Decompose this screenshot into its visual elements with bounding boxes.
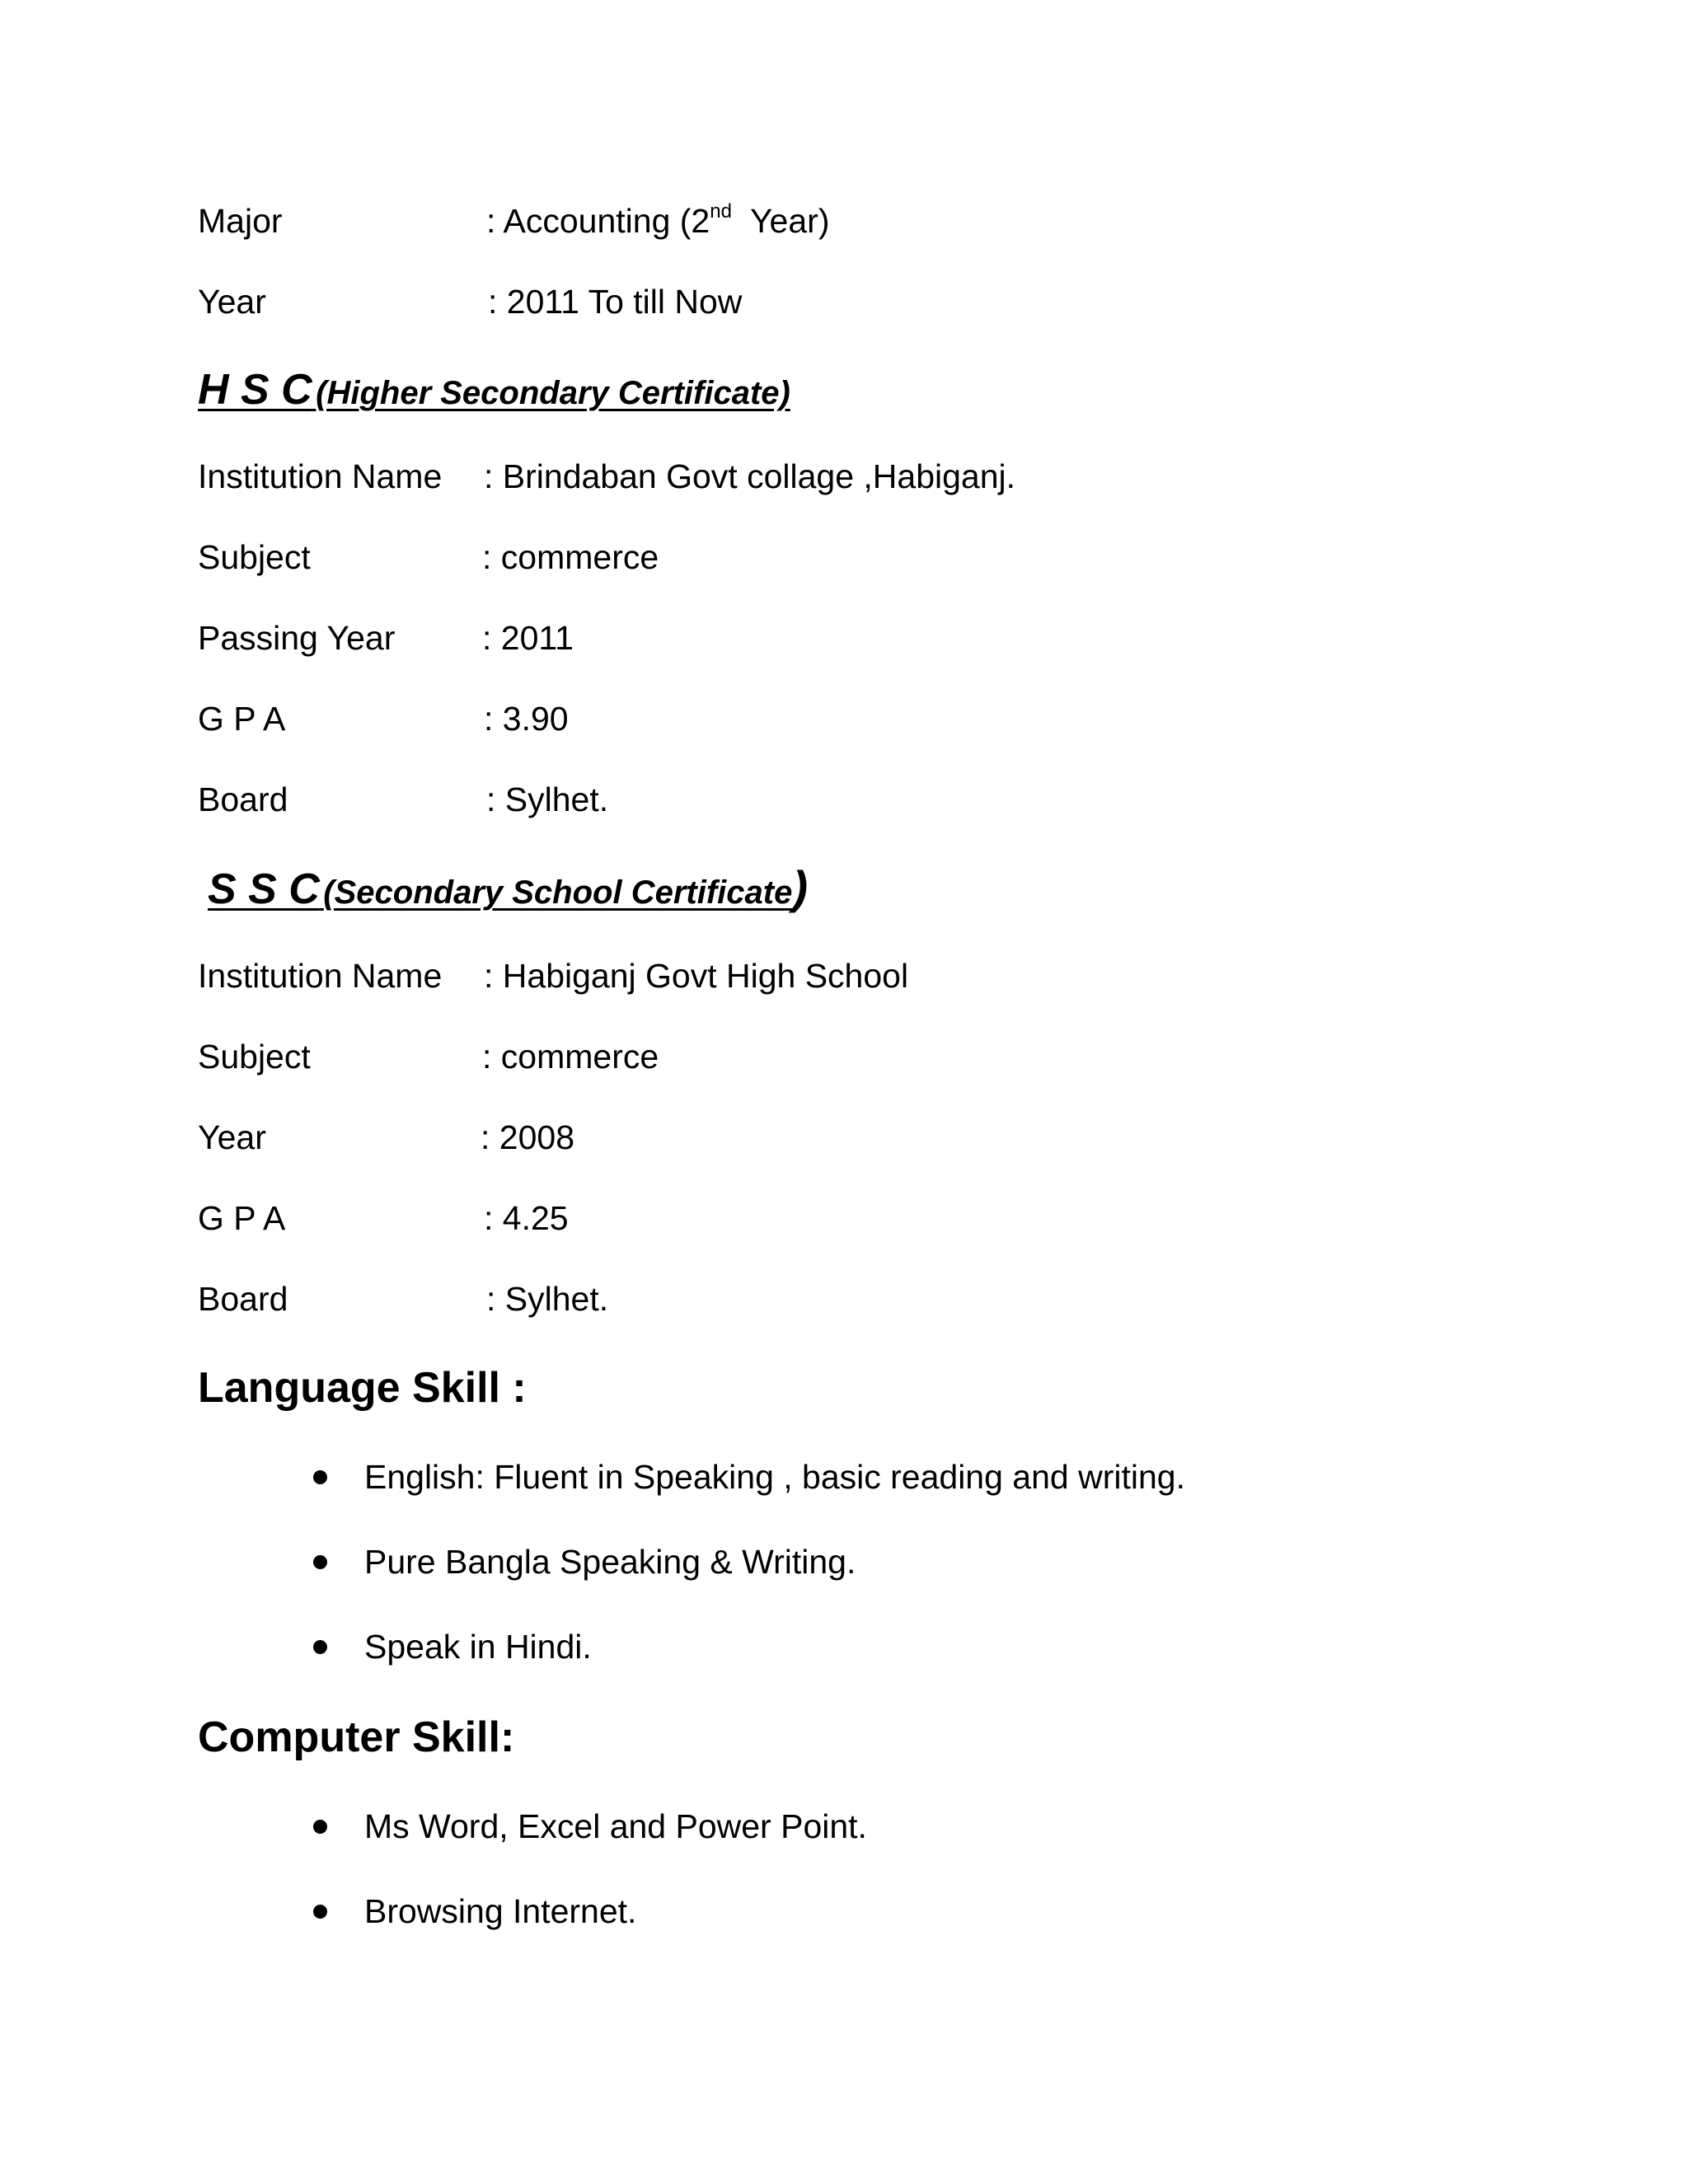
degree-year-value: : 2011 To till Now xyxy=(488,283,743,321)
computer-skill-heading: Computer Skill: xyxy=(198,1713,515,1761)
ssc-heading-close: ) xyxy=(792,861,808,913)
computer-skill-item: Ms Word, Excel and Power Point. xyxy=(364,1807,867,1845)
hsc-subject-label: Subject xyxy=(198,538,311,576)
major-value-suffix: Year) xyxy=(731,202,830,240)
computer-skill-list xyxy=(313,1802,867,1971)
ssc-gpa-label: G P A xyxy=(198,1199,286,1237)
hsc-heading xyxy=(198,361,790,419)
bullet-icon xyxy=(313,1820,327,1834)
bullet-icon xyxy=(313,1640,327,1654)
bullet-icon xyxy=(313,1555,327,1569)
ssc-board-label: Board xyxy=(198,1280,288,1318)
language-skill-heading: Language Skill : xyxy=(198,1364,527,1412)
bullet-icon xyxy=(313,1905,327,1919)
hsc-passing-year-value: : 2011 xyxy=(482,619,574,657)
hsc-passing-year-label: Passing Year xyxy=(198,619,396,657)
ssc-board-value: : Sylhet. xyxy=(486,1280,609,1318)
list-item xyxy=(313,1802,867,1886)
ssc-gpa-value: : 4.25 xyxy=(484,1199,569,1237)
hsc-subject-value: : commerce xyxy=(482,538,659,576)
computer-skill-item: Browsing Internet. xyxy=(364,1892,637,1930)
language-skill-list xyxy=(313,1452,1185,1707)
ssc-subject-value: : commerce xyxy=(482,1038,659,1076)
bullet-icon xyxy=(313,1470,327,1484)
ssc-heading-full: (Secondary School Certificate xyxy=(323,874,793,911)
ssc-subject-label: Subject xyxy=(198,1038,311,1076)
ssc-heading xyxy=(208,859,808,916)
ssc-year-value: : 2008 xyxy=(481,1118,574,1156)
hsc-gpa-label: G P A xyxy=(198,700,286,738)
hsc-institution-label: Institution Name xyxy=(198,457,443,495)
major-value-sup: nd xyxy=(710,200,732,223)
hsc-heading-full: (Higher Secondary Certificate) xyxy=(316,375,790,411)
hsc-board-label: Board xyxy=(198,780,288,818)
list-item xyxy=(313,1537,1185,1622)
major-value-prefix: : Accounting (2 xyxy=(486,202,710,240)
hsc-heading-abbr: H S C xyxy=(198,366,312,414)
list-item xyxy=(313,1622,1185,1707)
major-label: Major xyxy=(198,202,283,240)
hsc-gpa-value: : 3.90 xyxy=(484,700,569,738)
major-value xyxy=(486,196,829,246)
language-skill-item: English: Fluent in Speaking , basic reading and writing. xyxy=(364,1458,1185,1496)
ssc-year-label: Year xyxy=(198,1118,266,1156)
list-item xyxy=(313,1886,867,1971)
hsc-board-value: : Sylhet. xyxy=(486,780,609,818)
ssc-heading-abbr: S S C xyxy=(208,865,320,913)
hsc-institution-value: : Brindaban Govt collage ,Habiganj. xyxy=(484,457,1016,495)
ssc-institution-value: : Habiganj Govt High School xyxy=(484,957,909,995)
ssc-institution-label: Institution Name xyxy=(198,957,443,995)
language-skill-item: Speak in Hindi. xyxy=(364,1628,592,1666)
list-item xyxy=(313,1452,1185,1537)
language-skill-item: Pure Bangla Speaking & Writing. xyxy=(364,1543,856,1581)
degree-year-label: Year xyxy=(198,283,266,321)
